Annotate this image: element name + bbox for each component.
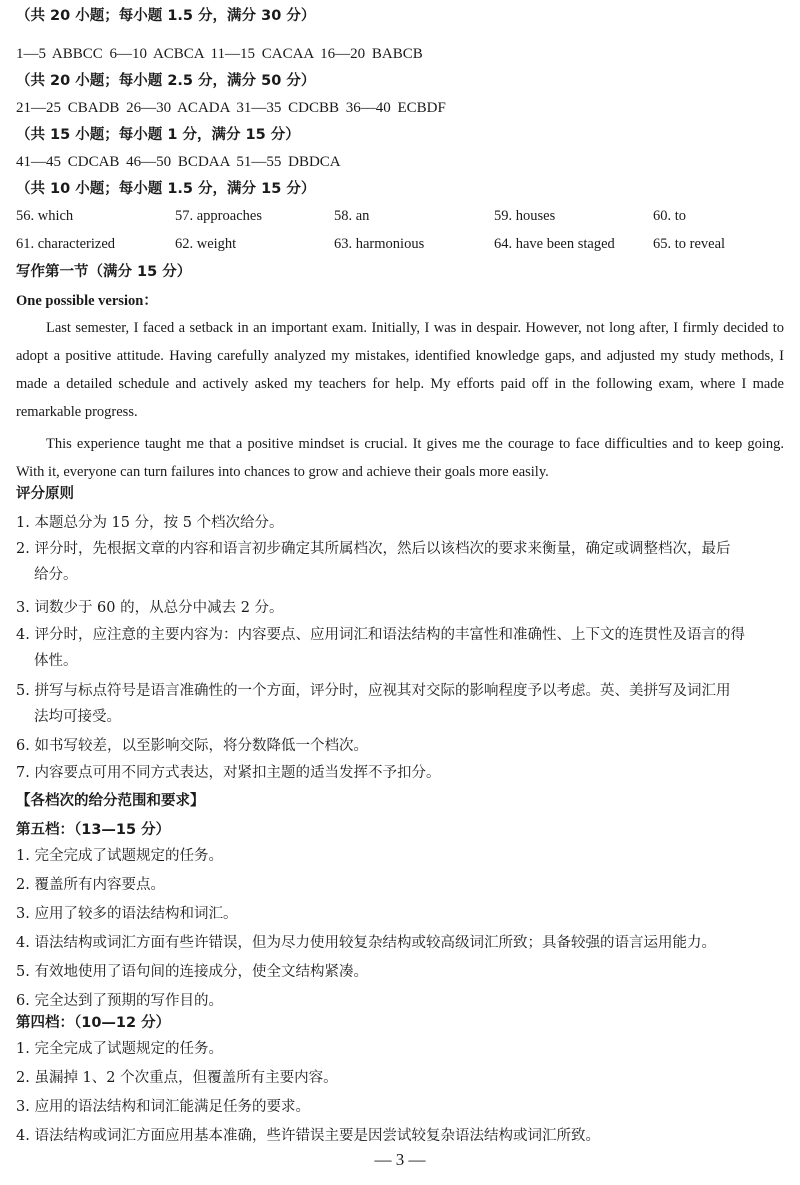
scoring-rule: 3. 词数少于 60 的，从总分中减去 2 分。 [16, 600, 284, 616]
level5-title: 第五档：（13—15 分） [16, 822, 171, 838]
answer-item: 63. harmonious [334, 236, 425, 252]
scoring-rule: 4. 评分时，应注意的主要内容为：内容要点、应用词汇和语法结构的丰富性和准确性、上下文的连贯性及语言的得 体性。 [16, 627, 745, 669]
section2-header: （共 20 小题；每小题 2.5 分，满分 50 分） [16, 73, 316, 89]
answer-item: 65. to reveal [653, 236, 726, 252]
section1-answers: 1—5 ABBCC 6—10 ACBCA 11—15 CACAA 16—20 BABCB [16, 46, 423, 62]
requirement-item: 6. 完全达到了预期的写作目的。 [16, 993, 223, 1009]
scoring-rule: 2. 评分时，先根据文章的内容和语言初步确定其所属档次，然后以该档次的要求来衡量，确定或调整档次，最后 给分。 [16, 541, 731, 583]
answer-item: 57. approaches [175, 208, 262, 224]
level4-title: 第四档：（10—12 分） [16, 1015, 171, 1031]
sample-essay-label: One possible version： [16, 293, 158, 309]
answer-item: 62. weight [175, 236, 237, 252]
answer-item: 64. have been staged [494, 236, 615, 252]
sample-essay [16, 314, 784, 486]
section4-header: （共 10 小题；每小题 1.5 分，满分 15 分） [16, 181, 316, 197]
section3-header: （共 15 小题；每小题 1 分，满分 15 分） [16, 127, 300, 143]
level5-requirements [16, 842, 786, 1016]
page-number: — 3 — [374, 1150, 426, 1169]
scoring-rule: 5. 拼写与标点符号是语言准确性的一个方面，评分时，应视其对交际的影响程度予以考虑。英、美拼写及词汇用 法均可接受。 [16, 683, 731, 725]
essay-paragraph: Last semester, I faced a setback in an important exam. Initially, I was in despair. However, not long after, I firmly decided to adopt a positive attitude. Having carefully analyzed my mistakes, identified knowledge gaps, and adjusted my study methods, I made a detailed schedule and actively asked my teachers for help. My efforts paid off in the following exam, where I made remarkable progress. [16, 320, 784, 420]
requirement-item: 3. 应用了较多的语法结构和词汇。 [16, 906, 238, 922]
scoring-principles-title: 评分原则 [16, 486, 74, 502]
requirement-item: 1. 完全完成了试题规定的任务。 [16, 1041, 223, 1057]
answer-item: 59. houses [494, 208, 556, 224]
level4-requirements [16, 1035, 786, 1151]
requirement-item: 4. 语法结构或词汇方面应用基本准确，些许错误主要是因尝试较复杂语法结构或词汇所致。 [16, 1128, 600, 1144]
section2-answers: 21—25 CBADB 26—30 ACADA 31—35 CDCBB 36—40 ECBDF [16, 100, 446, 116]
scoring-rule: 6. 如书写较差，以至影响交际，将分数降低一个档次。 [16, 738, 368, 754]
requirement-item: 5. 有效地使用了语句间的连接成分，使全文结构紧凑。 [16, 964, 368, 980]
answer-item: 61. characterized [16, 236, 116, 252]
scoring-rule: 7. 内容要点可用不同方式表达，对紧扣主题的适当发挥不予扣分。 [16, 765, 441, 781]
answer-row [16, 236, 786, 256]
section3-answers: 41—45 CDCAB 46—50 BCDAA 51—55 DBDCA [16, 154, 341, 170]
answer-item: 58. an [334, 208, 370, 224]
requirement-item: 2. 覆盖所有内容要点。 [16, 877, 165, 893]
requirement-item: 2. 虽漏掉 1、2 个次重点，但覆盖所有主要内容。 [16, 1070, 338, 1086]
answer-item: 56. which [16, 208, 74, 224]
essay-paragraph: This experience taught me that a positive mindset is crucial. It gives me the courage to face difficulties and to keep going. With it, everyone can turn failures into chances to grow and achieve their goals more easily. [16, 436, 784, 480]
answer-row [16, 208, 786, 228]
levels-title: 【各档次的给分范围和要求】 [16, 793, 205, 809]
section1-header: （共 20 小题；每小题 1.5 分，满分 30 分） [16, 8, 316, 24]
writing-header: 写作第一节（满分 15 分） [16, 264, 192, 280]
requirement-item: 4. 语法结构或词汇方面有些许错误，但为尽力使用较复杂结构或较高级词汇所致；具备较强的语言运用能力。 [16, 935, 716, 951]
scoring-rule: 1. 本题总分为 15 分，按 5 个档次给分。 [16, 515, 284, 531]
requirement-item: 3. 应用的语法结构和词汇能满足任务的要求。 [16, 1099, 310, 1115]
requirement-item: 1. 完全完成了试题规定的任务。 [16, 848, 223, 864]
answer-item: 60. to [653, 208, 687, 224]
